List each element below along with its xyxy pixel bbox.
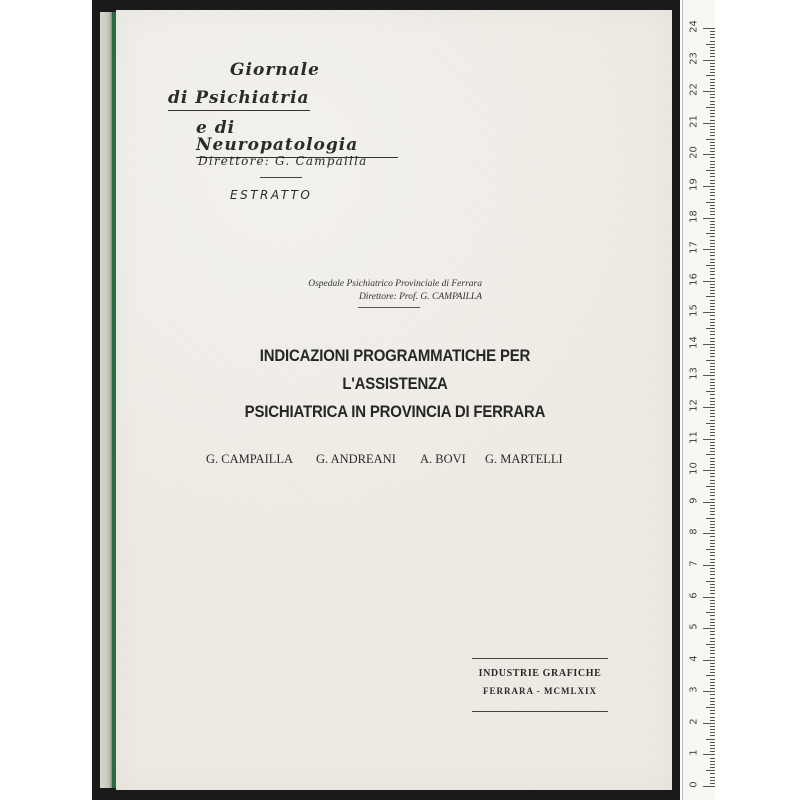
ruler-number: 1 xyxy=(688,749,700,757)
ruler-tick xyxy=(706,328,715,329)
ruler-tick xyxy=(706,675,715,676)
ruler-tick xyxy=(710,420,715,421)
ruler-tick xyxy=(703,249,715,250)
ruler-tick xyxy=(710,726,715,727)
ruler-tick xyxy=(710,777,715,778)
ruler-tick xyxy=(710,511,715,512)
ruler-tick xyxy=(710,590,715,591)
author-name: A. BOVI xyxy=(420,452,466,466)
ruler-tick xyxy=(710,53,715,54)
ruler-number: 15 xyxy=(688,304,700,318)
ruler-number: 13 xyxy=(688,367,700,381)
ruler-tick xyxy=(710,151,715,152)
ruler-tick xyxy=(710,489,715,490)
institution-name: Ospedale Psichiatrico Provinciale di Ferrara xyxy=(308,279,482,289)
ruler-tick xyxy=(710,300,715,301)
ruler-tick xyxy=(710,634,715,635)
ruler-tick xyxy=(710,568,715,569)
ruler-tick xyxy=(710,148,715,149)
ruler-tick xyxy=(710,306,715,307)
ruler-number: 9 xyxy=(688,497,700,504)
ruler-tick xyxy=(710,246,715,247)
ruler-tick xyxy=(710,50,715,51)
ruler-tick xyxy=(706,581,715,582)
ruler-tick xyxy=(706,296,715,297)
ruler-tick xyxy=(710,66,715,67)
ruler-tick xyxy=(710,735,715,736)
ruler-tick xyxy=(710,546,715,547)
ruler-tick xyxy=(703,123,715,124)
ruler-tick xyxy=(710,552,715,553)
ruler-tick xyxy=(710,63,715,64)
ruler-number: 10 xyxy=(688,462,700,476)
ruler-tick xyxy=(710,290,715,291)
ruler-tick xyxy=(710,366,715,367)
ruler-tick xyxy=(710,742,715,743)
ruler-tick xyxy=(710,442,715,443)
ruler-tick xyxy=(710,448,715,449)
ruler-tick xyxy=(710,445,715,446)
ruler-number: 12 xyxy=(688,399,700,412)
ruler-number: 17 xyxy=(688,241,700,254)
ruler-tick xyxy=(710,293,715,294)
ruler-tick xyxy=(710,176,715,177)
ruler-tick xyxy=(710,657,715,658)
ruler-tick xyxy=(710,571,715,572)
ruler-tick xyxy=(710,480,715,481)
ruler-tick xyxy=(710,751,715,752)
ruler-tick xyxy=(710,379,715,380)
ruler-number: 19 xyxy=(688,178,700,191)
ruler-tick xyxy=(710,287,715,288)
ruler-number: 21 xyxy=(688,114,700,128)
ruler-tick xyxy=(710,555,715,556)
ruler-tick xyxy=(710,126,715,127)
ruler-tick xyxy=(710,142,715,143)
ruler-tick xyxy=(706,770,715,771)
ruler-tick xyxy=(703,723,715,724)
ruler-tick xyxy=(710,413,715,414)
ruler-tick xyxy=(710,227,715,228)
printer-place-year: FERRARA - MCMLXIX xyxy=(483,686,597,696)
ruler-tick xyxy=(710,41,715,42)
ruler-tick xyxy=(710,224,715,225)
ruler-number: 8 xyxy=(688,528,700,536)
ruler-tick xyxy=(706,486,715,487)
ruler-tick xyxy=(710,663,715,664)
ruler-tick xyxy=(703,691,715,692)
ruler-tick xyxy=(703,344,715,345)
ruler-tick xyxy=(710,717,715,718)
ruler-tick xyxy=(710,180,715,181)
ruler-tick xyxy=(710,145,715,146)
ruler-tick xyxy=(710,211,715,212)
imprint-top-rule xyxy=(472,658,608,659)
ruler-tick xyxy=(710,385,715,386)
ruler-number: 6 xyxy=(688,591,700,599)
ruler-tick xyxy=(710,682,715,683)
ruler-tick xyxy=(706,75,715,76)
ruler-tick xyxy=(710,353,715,354)
ruler-tick xyxy=(710,268,715,269)
ruler-tick xyxy=(710,631,715,632)
measuring-ruler xyxy=(682,0,715,800)
ruler-tick xyxy=(703,28,715,29)
ruler-tick xyxy=(710,94,715,95)
ruler-tick xyxy=(703,470,715,471)
ruler-tick xyxy=(710,587,715,588)
ruler-tick xyxy=(710,492,715,493)
ruler-tick xyxy=(710,615,715,616)
printer-imprint xyxy=(472,658,608,710)
ruler-tick xyxy=(710,255,715,256)
ruler-tick xyxy=(710,619,715,620)
ruler-tick xyxy=(706,518,715,519)
ruler-tick xyxy=(710,104,715,105)
ruler-tick xyxy=(710,669,715,670)
ruler-tick xyxy=(710,129,715,130)
ruler-tick xyxy=(710,780,715,781)
ruler-tick xyxy=(710,543,715,544)
ruler-tick xyxy=(710,761,715,762)
journal-line-3: e di Neuropatologia xyxy=(196,120,398,158)
ruler-tick xyxy=(710,473,715,474)
ruler-tick xyxy=(710,259,715,260)
ruler-tick xyxy=(710,641,715,642)
ruler-tick xyxy=(710,622,715,623)
ruler-tick xyxy=(706,202,715,203)
ruler-tick xyxy=(710,37,715,38)
ruler-tick xyxy=(710,540,715,541)
ruler-tick xyxy=(710,764,715,765)
ruler-tick xyxy=(710,647,715,648)
journal-divider xyxy=(260,177,302,178)
ruler-number: 14 xyxy=(688,335,700,349)
ruler-tick xyxy=(710,578,715,579)
author-name: G. ANDREANI xyxy=(316,452,396,466)
ruler-tick xyxy=(710,347,715,348)
ruler-tick xyxy=(710,653,715,654)
ruler-tick xyxy=(706,233,715,234)
ruler-number: 0 xyxy=(688,781,700,788)
ruler-tick xyxy=(703,660,715,661)
ruler-tick xyxy=(710,745,715,746)
title-line-1: INDICAZIONI PROGRAMMATICHE PER L'ASSISTENZA xyxy=(259,346,531,393)
ruler-number: 23 xyxy=(688,51,700,65)
ruler-number: 22 xyxy=(688,83,700,97)
ruler-tick xyxy=(710,110,715,111)
ruler-tick xyxy=(710,183,715,184)
ruler-tick xyxy=(710,404,715,405)
ruler-tick xyxy=(710,410,715,411)
ruler-tick xyxy=(710,271,715,272)
ruler-tick xyxy=(706,265,715,266)
ruler-tick xyxy=(710,748,715,749)
ruler-tick xyxy=(710,325,715,326)
ruler-tick xyxy=(710,521,715,522)
ruler-tick xyxy=(710,701,715,702)
ruler-tick xyxy=(710,56,715,57)
ruler-tick xyxy=(710,195,715,196)
ruler-tick xyxy=(710,650,715,651)
ruler-tick xyxy=(706,549,715,550)
ruler-tick xyxy=(710,278,715,279)
ruler-tick xyxy=(703,154,715,155)
ruler-tick xyxy=(710,157,715,158)
ruler-tick xyxy=(706,423,715,424)
ruler-tick xyxy=(706,454,715,455)
ruler-tick xyxy=(710,603,715,604)
ruler-tick xyxy=(710,382,715,383)
ruler-number: 5 xyxy=(688,623,700,630)
ruler-tick xyxy=(706,107,715,108)
ruler-tick xyxy=(710,638,715,639)
ruler-tick xyxy=(710,672,715,673)
ruler-tick xyxy=(703,533,715,534)
ruler-tick xyxy=(710,514,715,515)
ruler-tick xyxy=(710,499,715,500)
ruler-tick xyxy=(703,502,715,503)
ruler-tick xyxy=(710,161,715,162)
ruler-tick xyxy=(710,135,715,136)
ruler-tick xyxy=(710,458,715,459)
ruler-tick xyxy=(703,281,715,282)
ruler-tick xyxy=(710,167,715,168)
ruler-tick xyxy=(710,221,715,222)
ruler-tick xyxy=(710,461,715,462)
ruler-tick xyxy=(706,139,715,140)
ruler-tick xyxy=(710,97,715,98)
ruler-tick xyxy=(710,350,715,351)
ruler-tick xyxy=(703,407,715,408)
ruler-tick xyxy=(710,625,715,626)
ruler-tick xyxy=(710,319,715,320)
ruler-tick xyxy=(710,530,715,531)
ruler-tick xyxy=(710,416,715,417)
ruler-tick xyxy=(710,524,715,525)
ruler-tick xyxy=(710,426,715,427)
ruler-tick xyxy=(710,164,715,165)
ruler-number: 16 xyxy=(688,272,700,286)
ruler-tick xyxy=(710,394,715,395)
ruler-tick xyxy=(710,704,715,705)
ruler-tick xyxy=(710,679,715,680)
ruler-tick xyxy=(706,739,715,740)
ruler-tick xyxy=(710,593,715,594)
ruler-tick xyxy=(710,243,715,244)
ruler-number: 4 xyxy=(688,654,700,662)
ruler-tick xyxy=(710,236,715,237)
ruler-tick xyxy=(710,562,715,563)
title-line-2: PSICHIATRICA IN PROVINCIA DI FERRARA xyxy=(244,402,546,421)
ruler-tick xyxy=(710,199,715,200)
ruler-tick xyxy=(710,69,715,70)
ruler-tick xyxy=(710,467,715,468)
ruler-tick xyxy=(710,758,715,759)
ruler-tick xyxy=(710,432,715,433)
ruler-number: 18 xyxy=(688,209,700,223)
journal-director: Direttore: G. Campailla xyxy=(198,154,368,168)
ruler-number: 24 xyxy=(688,20,700,33)
ruler-tick xyxy=(710,34,715,35)
ruler-tick xyxy=(703,439,715,440)
ruler-tick xyxy=(710,720,715,721)
ruler-tick xyxy=(710,495,715,496)
ruler-tick xyxy=(703,754,715,755)
ruler-tick xyxy=(703,312,715,313)
printer-name: INDUSTRIE GRAFICHE xyxy=(478,668,602,679)
extract-label: ESTRATTO xyxy=(230,188,313,202)
ruler-tick xyxy=(710,113,715,114)
ruler-tick xyxy=(706,391,715,392)
ruler-tick xyxy=(710,284,715,285)
ruler-number: 2 xyxy=(688,718,700,725)
ruler-tick xyxy=(710,356,715,357)
ruler-tick xyxy=(710,208,715,209)
ruler-tick xyxy=(710,685,715,686)
ruler-tick xyxy=(710,401,715,402)
ruler-tick xyxy=(710,451,715,452)
ruler-tick xyxy=(710,205,715,206)
ruler-tick xyxy=(710,505,715,506)
ruler-tick xyxy=(703,186,715,187)
ruler-tick xyxy=(710,767,715,768)
ruler-tick xyxy=(710,729,715,730)
ruler-tick xyxy=(710,429,715,430)
ruler-tick xyxy=(710,101,715,102)
ruler-tick xyxy=(710,47,715,48)
ruler-tick xyxy=(703,91,715,92)
institution-director: Direttore: Prof. G. CAMPAILLA xyxy=(358,291,482,302)
ruler-tick xyxy=(703,628,715,629)
ruler-tick xyxy=(710,309,715,310)
ruler-number: 7 xyxy=(688,560,700,567)
imprint-bottom-rule xyxy=(472,711,608,712)
ruler-tick xyxy=(710,132,715,133)
ruler-tick xyxy=(710,274,715,275)
ruler-tick xyxy=(706,612,715,613)
ruler-tick xyxy=(710,331,715,332)
ruler-tick xyxy=(703,786,715,787)
ruler-tick xyxy=(710,85,715,86)
ruler-tick xyxy=(703,375,715,376)
ruler-tick xyxy=(710,464,715,465)
ruler-tick xyxy=(710,559,715,560)
ruler-tick xyxy=(710,476,715,477)
ruler-number: 20 xyxy=(688,146,700,160)
ruler-tick xyxy=(710,435,715,436)
ruler-tick xyxy=(710,262,715,263)
ruler-tick xyxy=(710,72,715,73)
ruler-tick xyxy=(710,783,715,784)
ruler-tick xyxy=(710,483,715,484)
ruler-tick xyxy=(710,252,715,253)
ruler-tick xyxy=(710,372,715,373)
ruler-tick xyxy=(710,120,715,121)
ruler-tick xyxy=(710,688,715,689)
ruler-tick xyxy=(703,597,715,598)
ruler-tick xyxy=(710,508,715,509)
ruler-tick xyxy=(706,44,715,45)
ruler-tick xyxy=(710,388,715,389)
ruler-tick xyxy=(710,341,715,342)
institution-block xyxy=(276,278,482,304)
ruler-number: 11 xyxy=(688,430,700,444)
ruler-tick xyxy=(710,369,715,370)
ruler-tick xyxy=(703,60,715,61)
ruler-number: 3 xyxy=(688,686,700,693)
ruler-tick xyxy=(710,363,715,364)
ruler-tick xyxy=(703,218,715,219)
ruler-tick xyxy=(710,698,715,699)
ruler-tick xyxy=(710,192,715,193)
ruler-tick xyxy=(710,214,715,215)
ruler-tick xyxy=(710,694,715,695)
ruler-tick xyxy=(710,230,715,231)
author-name: G. MARTELLI xyxy=(485,452,563,466)
ruler-tick xyxy=(710,773,715,774)
institution-divider xyxy=(358,307,420,308)
ruler-tick xyxy=(706,707,715,708)
ruler-tick xyxy=(710,338,715,339)
ruler-tick xyxy=(706,644,715,645)
ruler-tick xyxy=(710,31,715,32)
ruler-tick xyxy=(710,334,715,335)
ruler-tick xyxy=(710,713,715,714)
author-name: G. CAMPAILLA xyxy=(206,452,294,466)
ruler-tick xyxy=(710,536,715,537)
ruler-tick xyxy=(710,666,715,667)
ruler-tick xyxy=(710,606,715,607)
ruler-tick xyxy=(710,189,715,190)
ruler-tick xyxy=(710,527,715,528)
ruler-tick xyxy=(710,600,715,601)
journal-line-2: di Psichiatria xyxy=(168,90,310,111)
ruler-tick xyxy=(710,240,715,241)
ruler-tick xyxy=(710,609,715,610)
ruler-tick xyxy=(710,574,715,575)
ruler-tick xyxy=(710,88,715,89)
document-title xyxy=(206,342,584,426)
ruler-tick xyxy=(703,565,715,566)
ruler-tick xyxy=(706,170,715,171)
ruler-tick xyxy=(710,79,715,80)
ruler-tick xyxy=(710,322,715,323)
ruler-tick xyxy=(710,173,715,174)
ruler-tick xyxy=(710,710,715,711)
ruler-tick xyxy=(710,116,715,117)
ruler-tick xyxy=(710,82,715,83)
journal-line-1: Giornale xyxy=(230,60,320,80)
ruler-tick xyxy=(710,303,715,304)
ruler-tick xyxy=(710,398,715,399)
ruler-tick xyxy=(710,584,715,585)
ruler-tick xyxy=(710,732,715,733)
ruler-tick xyxy=(706,360,715,361)
ruler-tick xyxy=(710,315,715,316)
